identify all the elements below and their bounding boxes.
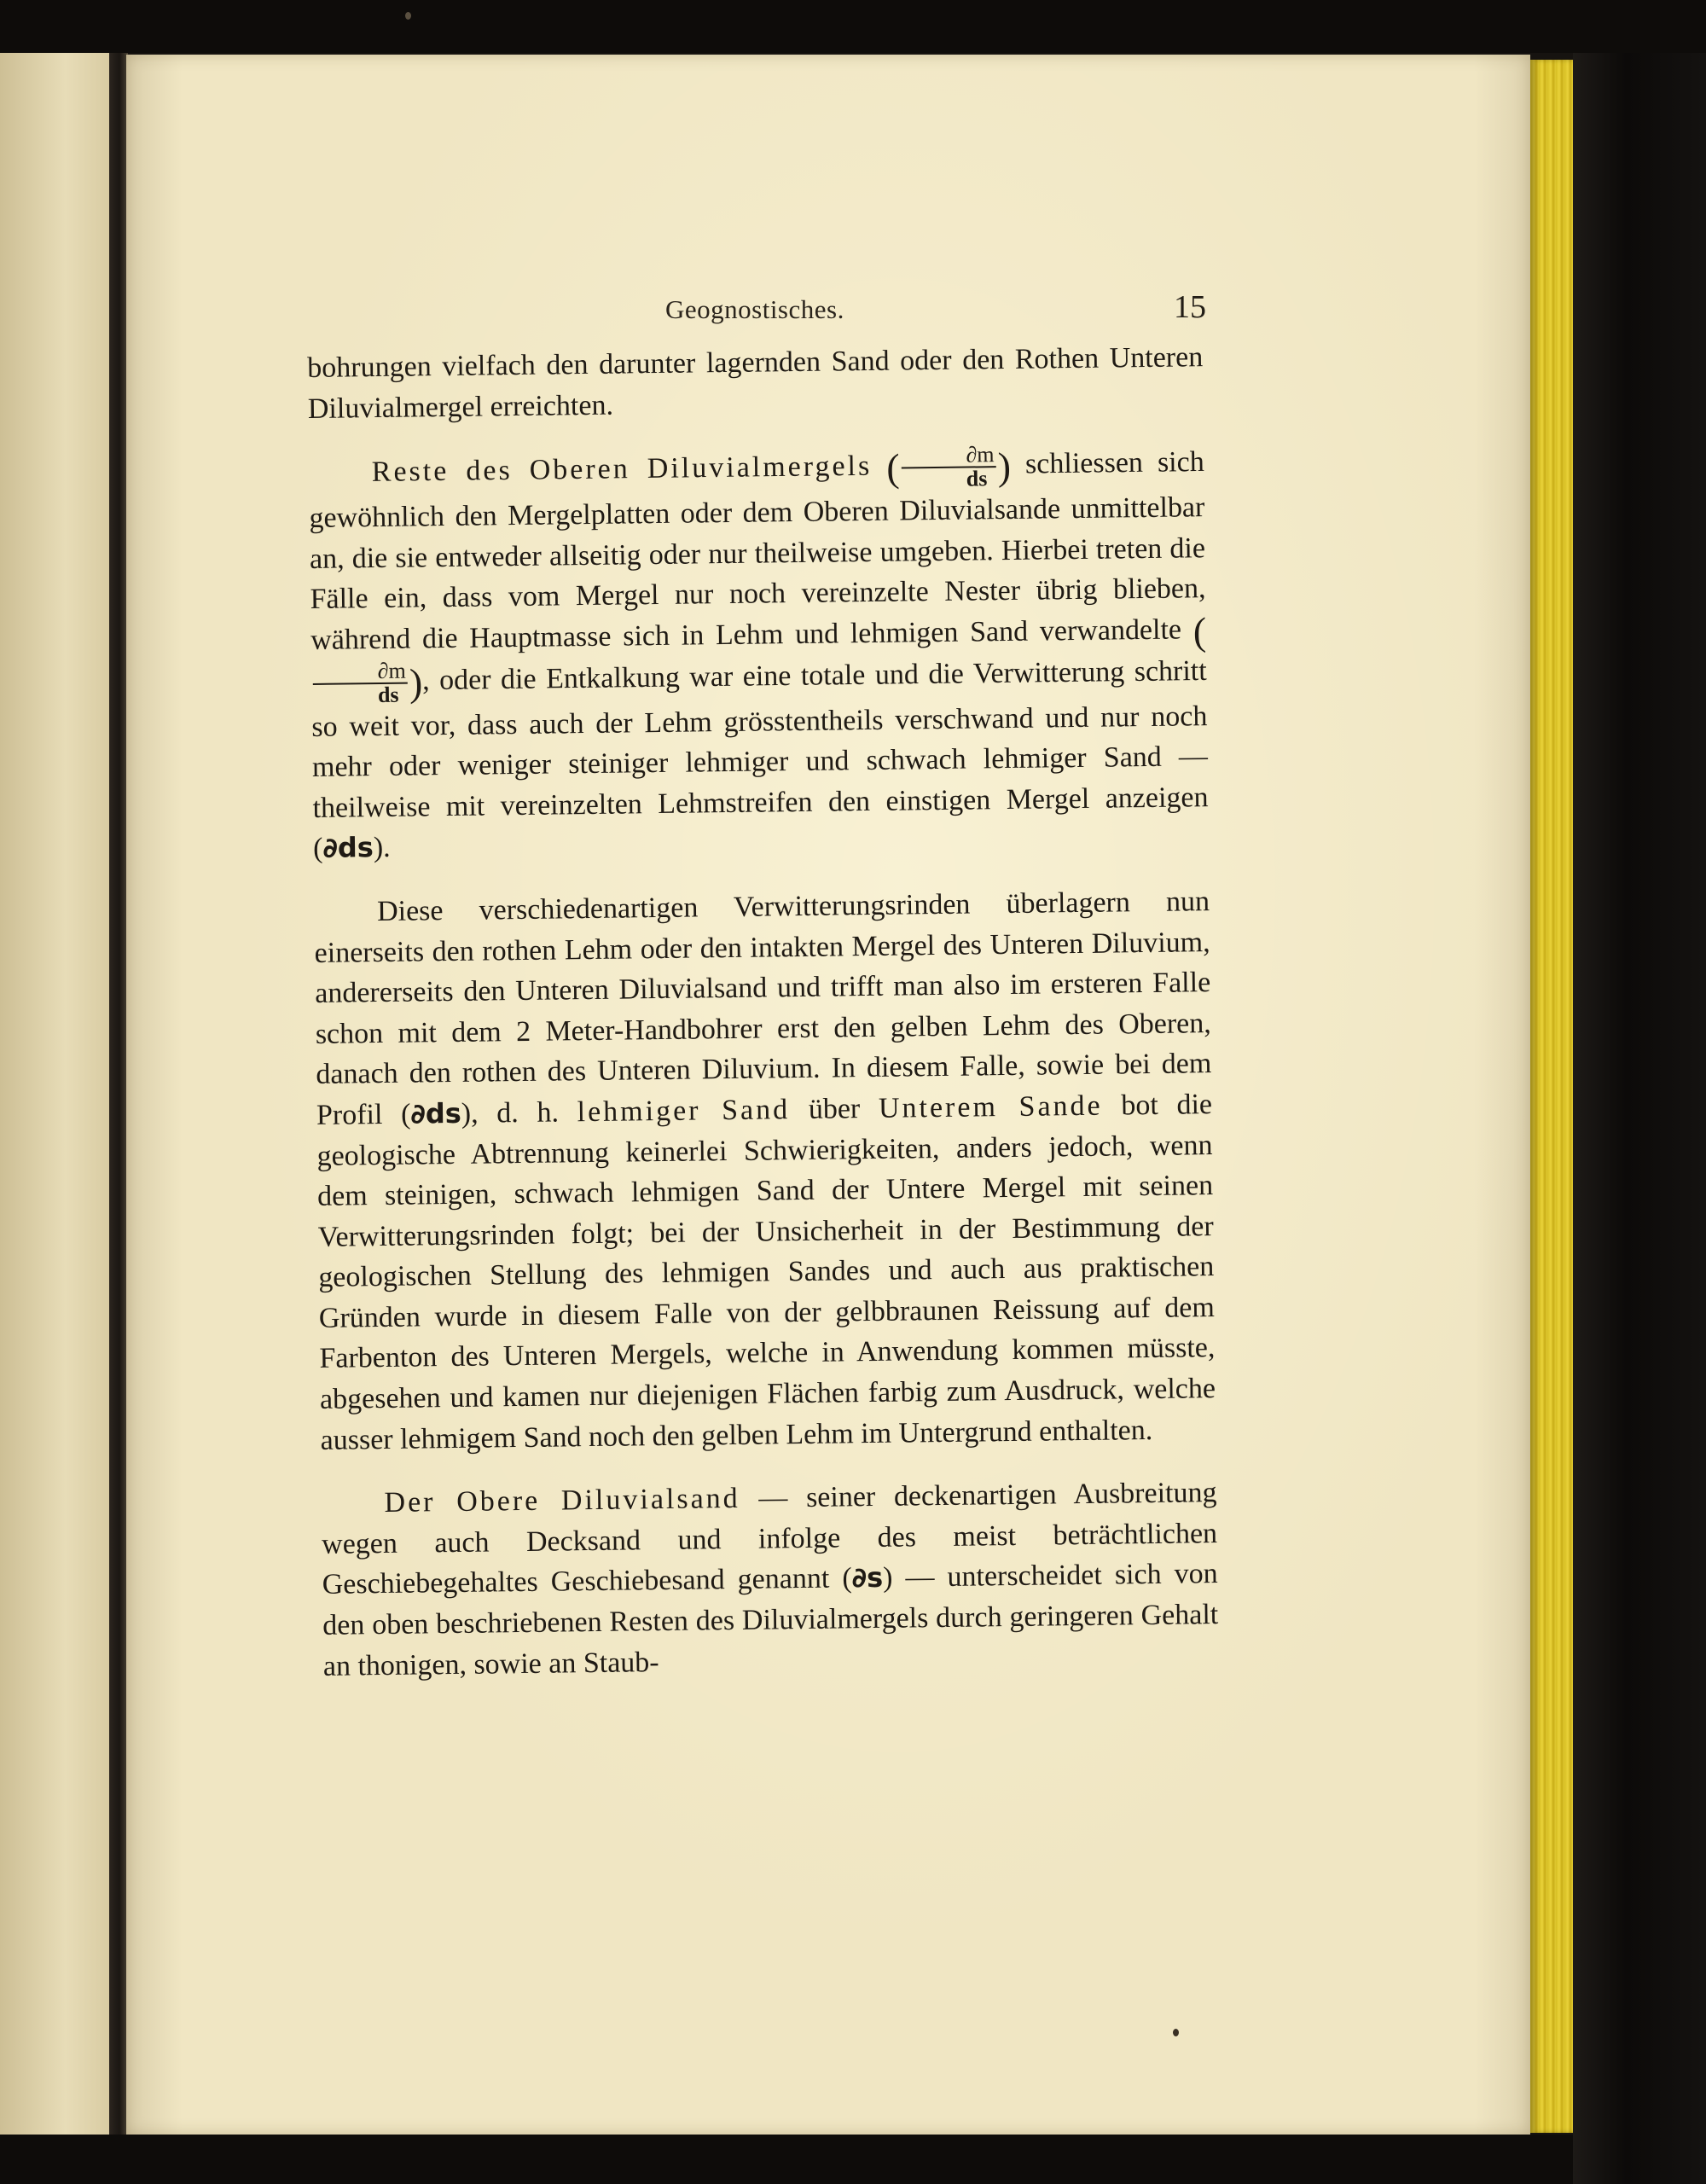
book-gutter	[109, 53, 128, 2135]
paragraph-4	[321, 1472, 1219, 1687]
paragraph-text: ) — unterscheidet sich von den oben beschriebenen Resten des Diluvialmergels durch geringeren Gehalt an thonigen, sowie an Staub-	[322, 1558, 1219, 1682]
running-head: Geognostisches.	[665, 294, 844, 324]
paragraph-text: ), d. h.	[461, 1096, 560, 1130]
formation-symbol: ∂ds	[410, 1096, 462, 1130]
scan-top-border	[0, 0, 1706, 53]
body-text	[307, 337, 1219, 1687]
spaced-term: lehmiger Sand	[577, 1094, 791, 1129]
paragraph-2: Reste des Oberen Diluvialmergels ( $\frac{\partial m}{ds}$ ) schliessen sich gewöhnlich den Mergelplatten oder dem Oberen Diluvialsande unmittelbar an, die sie entweder allseitig oder nur theilweise umgeben. Hierbei treten die Fälle ein, dass vom Mergel nur noch vereinzelte Nester übrig blieben, während die Hauptmasse sich in Lehm und lehmigen Sand verwandelte ( $\frac{\partial m}{ds}$ ), oder die Entkalkung war eine totale und die Verwitterung schritt so weit vor, dass auch der Lehm grösstentheils verschwand und nur noch mehr oder weniger steiniger lehmiger und schwach lehmiger Sand — theilweise mit vereinzelten Lehmstreifen den einstigen Mergel anzeigen (∂ds).	[309, 442, 1209, 865]
scan-right-border	[1573, 53, 1706, 2184]
text-line: bohrungen vielfach den darunter lagernden Sand oder den Rothen	[307, 342, 1100, 384]
ink-speck	[1173, 2029, 1179, 2036]
paragraph-text: bot die geologische Abtrennung keinerlei Schwierigkeiten, anders jedoch, wenn dem steinigen, schwach lehmigen Sand der Untere Mergel mit seinen Verwitterungsrinden folgt; bei der Unsicherheit in der Bestimmung der geologischen Stellung des lehmigen Sandes und auch aus praktischen Gründen wurde in diesem Falle von der gelbbraunen Reissung auf dem Farbenton des Unteren Mergels, welche in Anwendung kommen müsste, abgesehen und kamen nur diejenigen Flächen farbig zum Ausdruck, welche ausser lehmigem Sand noch den gelben Lehm im Untergrund enthalten.	[316, 1089, 1216, 1456]
scan-bottom-border	[0, 2135, 1573, 2184]
paragraph-text: über	[808, 1093, 861, 1125]
paragraph-1	[307, 337, 1204, 429]
formation-symbol: ∂s	[851, 1561, 884, 1594]
formation-symbol: $\frac{\partial m}{ds}$	[312, 659, 408, 706]
text-line: Unteren Diluvialmergel erreichten.	[307, 341, 1204, 425]
facing-page-edge	[0, 53, 114, 2135]
paragraph-text: , oder die Entkalkung war eine totale und die Verwitterung schritt so weit vor, dass auch der Lehm grösstentheils verschwand und nur noch mehr oder weniger steiniger lehmiger und schwach lehmiger Sand — theilweise mit vereinzelten Lehmstreifen den einstigen Mergel anzeigen (	[311, 654, 1209, 865]
page-edges	[1530, 60, 1573, 2133]
ink-speck	[405, 12, 411, 20]
formation-symbol: ∂ds	[322, 831, 374, 865]
spaced-term: Der Obere Diluvialsand	[384, 1483, 740, 1519]
formation-symbol: $\frac{\partial m}{ds}$	[901, 444, 996, 491]
paragraph-text: Diese verschiedenartigen Verwitterungsrinden überlagern nun einerseits den rothen Lehm oder den intakten Mergel des Unteren Diluvium, andererseits den Unteren Diluvialsand und trifft man also im ersteren Falle schon mit dem 2 Meter-Handbohrer erst den gelben Lehm des Oberen, danach den rothen des Unteren Diluvium. In diesem Falle, sowie bei dem Profil (	[314, 886, 1212, 1131]
page-number: 15	[1174, 289, 1206, 325]
spaced-term: Unterem Sande	[878, 1089, 1103, 1124]
paragraph-text: schliessen sich gewöhnlich den Mergelplatten oder dem Oberen Diluvialsande unmittelbar an, die sie entweder allseitig oder nur theilweise umgeben. Hierbei treten die Fälle ein, dass vom Mergel nur noch vereinzelte Nester übrig blieben, während die Hauptmasse sich in Lehm und lehmigen Sand verwandelte	[309, 446, 1206, 656]
spaced-term: Reste des Oberen Diluvialmergels	[371, 450, 873, 489]
paragraph-3	[314, 881, 1216, 1461]
paragraph-text: — seiner deckenartigen Ausbreitung wegen auch Decksand und infolge des meist beträchtlichen Geschiebegehaltes Geschiebesand genannt (	[321, 1477, 1218, 1601]
